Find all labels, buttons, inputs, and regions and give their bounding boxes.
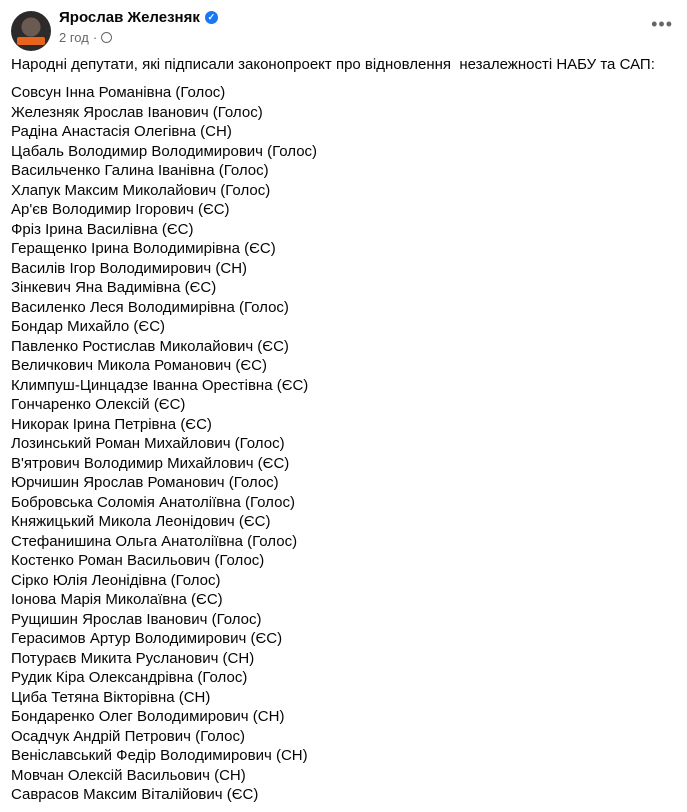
deputy-list-item: Бондар Михайло (ЄС)	[11, 318, 166, 335]
deputy-list-item: Бондаренко Олег Володимирович (СН)	[11, 708, 285, 725]
deputy-list-item: В'ятрович Володимир Михайлович (ЄС)	[11, 454, 290, 472]
deputy-list-item: Осадчук Андрій Петрович (Голос)	[11, 727, 245, 745]
deputy-list-item: Циба Тетяна Вікторівна (СН)	[11, 688, 211, 706]
deputy-list-item: Фріз Ірина Василівна (ЄС)	[11, 220, 194, 238]
post-header	[59, 9, 218, 26]
deputy-list-item: Никорак Ірина Петрівна (ЄС)	[11, 415, 212, 433]
deputy-list-item: Мовчан Олексій Васильович (СН)	[11, 766, 246, 784]
deputy-list-item: Потураєв Микита Русланович (СН)	[11, 649, 255, 667]
deputy-list-item: Цабаль Володимир Володимирович (Голос)	[11, 142, 318, 160]
deputy-list-item: Іонова Марія Миколаївна (ЄС)	[11, 591, 223, 608]
deputy-list-item: Радіна Анастасія Олегівна (СН)	[11, 123, 232, 140]
author-name[interactable]: Ярослав Железняк	[59, 9, 200, 26]
deputy-list-item: Василенко Леся Володимирівна (Голос)	[11, 298, 289, 316]
deputy-list-item: Павленко Ростислав Миколайович (ЄС)	[11, 337, 289, 355]
deputy-list-item: Василів Ігор Володимирович (СН)	[11, 259, 248, 277]
post-time[interactable]: 2 год	[59, 30, 89, 45]
verified-badge-icon: ✓	[205, 11, 218, 24]
more-options-button[interactable]: •••	[651, 14, 673, 34]
author-avatar[interactable]	[11, 11, 51, 51]
deputy-list-item: Бобровська Соломія Анатоліївна (Голос)	[11, 493, 295, 511]
deputy-list-item: Зінкевич Яна Вадимівна (ЄС)	[11, 279, 217, 296]
deputy-list-item: Гончаренко Олексій (ЄС)	[11, 396, 186, 413]
post-intro: Народні депутати, які підписали законопроект про відновлення незалежності НАБУ та САП:	[11, 56, 655, 73]
deputy-list-item: Ар'єв Володимир Ігорович (ЄС)	[11, 201, 230, 218]
deputy-list-item: Сірко Юлія Леонідівна (Голос)	[11, 571, 221, 589]
deputy-list-item: Хлапук Максим Миколайович (Голос)	[11, 181, 271, 199]
deputy-list-item: Стефанишина Ольга Анатоліївна (Голос)	[11, 532, 298, 550]
deputy-list-item: Климпуш-Цинцадзе Іванна Орестівна (ЄС)	[11, 376, 309, 394]
deputy-list-item: Юрчишин Ярослав Романович (Голос)	[11, 474, 279, 491]
post-meta	[59, 30, 112, 45]
deputy-list-item: Васильченко Галина Іванівна (Голос)	[11, 162, 269, 179]
deputy-list-item: Железняк Ярослав Іванович (Голос)	[11, 103, 263, 121]
deputy-list-item: Лозинський Роман Михайлович (Голос)	[11, 435, 285, 452]
deputy-list-item: Княжицький Микола Леонідович (ЄС)	[11, 513, 271, 530]
deputy-list-item: Геращенко Ірина Володимирівна (ЄС)	[11, 240, 276, 257]
deputies-list	[11, 83, 317, 805]
deputy-list-item: Саврасов Максим Віталійович (ЄС)	[11, 786, 259, 803]
deputy-list-item: Костенко Роман Васильович (Голос)	[11, 552, 265, 569]
deputy-list-item: Веніславський Федір Володимирович (СН)	[11, 747, 308, 764]
avatar-banner	[17, 37, 45, 45]
separator: ·	[92, 30, 98, 45]
deputy-list-item: Рущишин Ярослав Іванович (Голос)	[11, 610, 262, 628]
globe-icon	[101, 32, 112, 43]
deputy-list-item: Совсун Інна Романівна (Голос)	[11, 84, 226, 101]
deputy-list-item: Герасимов Артур Володимирович (ЄС)	[11, 630, 283, 647]
deputy-list-item: Величкович Микола Романович (ЄС)	[11, 357, 267, 374]
deputy-list-item: Рудик Кіра Олександрівна (Голос)	[11, 669, 248, 686]
